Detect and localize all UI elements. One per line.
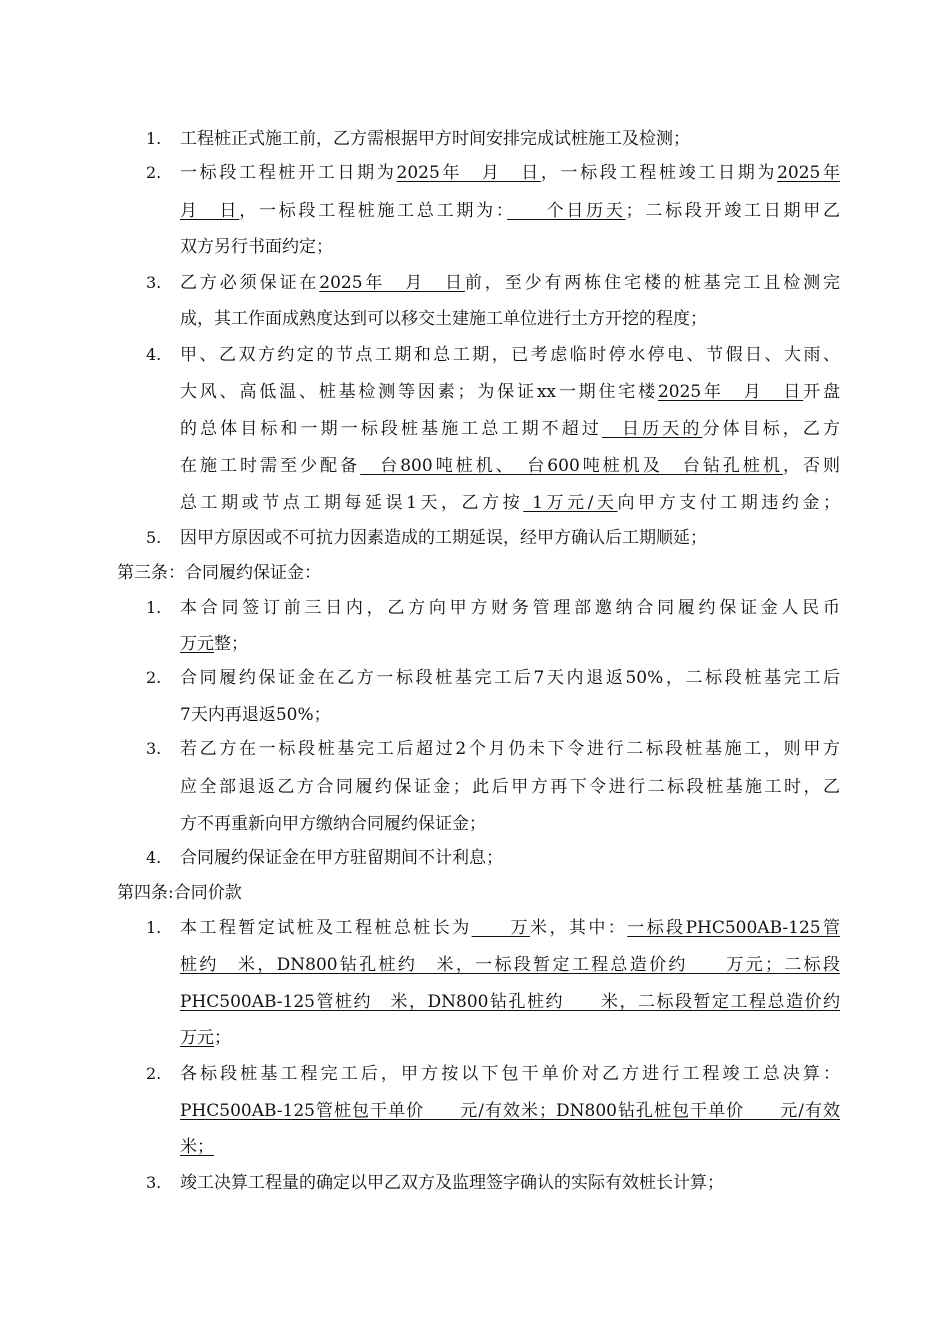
list-item-number: 3. [146,739,162,758]
list-item-line [180,1100,840,1122]
text-run: 甲、乙双方约定的节点工期和总工期，已考虑临时停水停电、节假日、大雨、 [180,344,840,365]
section-heading: 第三条：合同履约保证金： [117,562,321,583]
text-run: 合同履约保证金在乙方一标段桩基完工后7天内退返50%，二标段桩基完工后 [180,667,840,688]
text-run: 本工程暂定试桩及工程桩总桩长为 [180,917,472,938]
list-item-line [180,308,840,330]
text-run: 因甲方原因或不可抗力因素造成的工期延误，经甲方确认后工期顺延； [180,527,707,548]
list-item-number: 2. [146,668,162,687]
list-item-line [180,1063,840,1085]
text-run: 应全部退返乙方合同履约保证金；此后甲方再下令进行二标段桩基施工时，乙 [180,776,840,797]
list-item-number: 2. [146,1064,162,1083]
text-run: 成，其工作面成熟度达到可以移交土建施工单位进行土方开挖的程度； [180,308,707,329]
list-item-number: 2. [146,163,162,182]
text-run: 整； [214,633,248,654]
list-item-line [180,776,840,798]
text-run: ，一标段工程桩竣工日期为 [540,162,778,183]
list-item-number: 3. [146,1173,162,1192]
underlined-blank: 一标段PHC500AB-125管 [627,917,840,938]
text-run: 在施工时需至少配备 [180,455,361,476]
text-run: 前，至少有两栋住宅楼的桩基完工且检测完 [464,272,840,293]
list-item-line [180,1136,840,1158]
text-run: 双方另行书面约定； [180,236,333,257]
list-item-line [180,917,840,939]
text-run: ；二标段开竣工日期甲乙 [625,200,840,221]
text-run: 乙方必须保证在 [180,272,320,293]
underlined-blank: PHC500AB-125管桩约 米，DN800钻孔桩约 米，二标段暂定工程总造价约 [180,991,840,1012]
text-run: 合同履约保证金在甲方驻留期间不计利息； [180,847,503,868]
underlined-blank: PHC500AB-125管桩包干单价 元/有效米；DN800钻孔桩包干单价 元/有效 [180,1100,840,1121]
underlined-blank: 桩约 米，DN800钻孔桩约 米，一标段暂定工程总造价约 万元；二标段 [180,954,840,975]
list-item-line [180,954,840,976]
underlined-blank: 个日历天 [507,200,626,221]
list-item-line [180,813,840,835]
text-run: 若乙方在一标段桩基完工后超过2个月仍未下令进行二标段桩基施工，则甲方 [180,738,840,759]
list-item-line [180,162,840,184]
list-item-number: 4. [146,345,162,364]
underlined-blank: 日历天的 [601,418,703,439]
underlined-blank: 2025年 月 日 [319,272,465,293]
list-item-line [180,236,840,258]
list-item-line [180,738,840,760]
text-run: 向甲方支付工期违约金； [617,492,840,513]
list-item-line [180,492,840,514]
text-run: 工程桩正式施工前，乙方需根据甲方时间安排完成试桩施工及检测； [180,128,690,149]
text-run: 的总体目标和一期一标段桩基施工总工期不超过 [180,418,602,439]
list-item-line [180,418,840,440]
list-item-number: 1. [146,598,162,617]
text-run: ，一标段工程桩施工总工期为： [239,200,508,221]
list-item-line [180,633,840,655]
list-item-line [180,667,840,689]
text-run: 本合同签订前三日内，乙方向甲方财务管理部邀纳合同履约保证金人民币 [180,597,840,618]
list-item-line [180,1172,840,1194]
text-run: ，否则 [782,455,840,476]
list-item-number: 1. [146,918,162,937]
list-item-number: 4. [146,848,162,867]
list-item-line [180,344,840,366]
text-run: 各标段桩基工程完工后，甲方按以下包干单价对乙方进行工程竣工总决算： [180,1063,840,1084]
list-item-line [180,527,840,549]
underlined-blank: 月 日 [180,200,240,221]
underlined-blank: 万元 [180,633,214,654]
list-item-line [180,704,840,726]
text-run: 大风、高低温、桩基检测等因素；为保证xx一期住宅楼 [180,381,658,402]
list-item-line [180,200,840,222]
underlined-blank: 2025年 [777,162,840,183]
list-item-number: 3. [146,273,162,292]
text-run: 7天内再退返50%； [180,704,331,725]
text-run: 分体目标，乙方 [702,418,840,439]
underlined-blank: 米； [180,1136,214,1157]
text-run: 米，其中： [530,917,628,938]
list-item-line [180,991,840,1013]
section-heading: 第四条:合同价款 [117,882,242,903]
underlined-blank: 2025年 月 日 [396,162,541,183]
list-item-line [180,1027,840,1049]
list-item-line [180,128,840,150]
underlined-blank: 1万元/天 [523,492,618,513]
text-run: 竣工决算工程量的确定以甲乙双方及监理签字确认的实际有效桩长计算； [180,1172,724,1193]
text-run: 方不再重新向甲方缴纳合同履约保证金； [180,813,486,834]
list-item-number: 5. [146,528,162,547]
list-item-line [180,455,840,477]
underlined-blank: 2025年 月 日 [657,381,804,402]
text-run: 开盘 [803,381,840,402]
underlined-blank: 万元 [180,1027,214,1048]
underlined-blank: 万 [471,917,531,938]
list-item-line [180,381,840,403]
list-item-line [180,597,840,619]
underlined-blank: 台800吨桩机、 台600吨桩机及 台钻孔桩机 [360,455,783,476]
list-item-line [180,272,840,294]
text-run: ； [214,1027,231,1048]
text-run: 总工期或节点工期每延误1天，乙方按 [180,492,524,513]
list-item-line [180,847,840,869]
text-run: 一标段工程桩开工日期为 [180,162,397,183]
list-item-number: 1. [146,129,162,148]
